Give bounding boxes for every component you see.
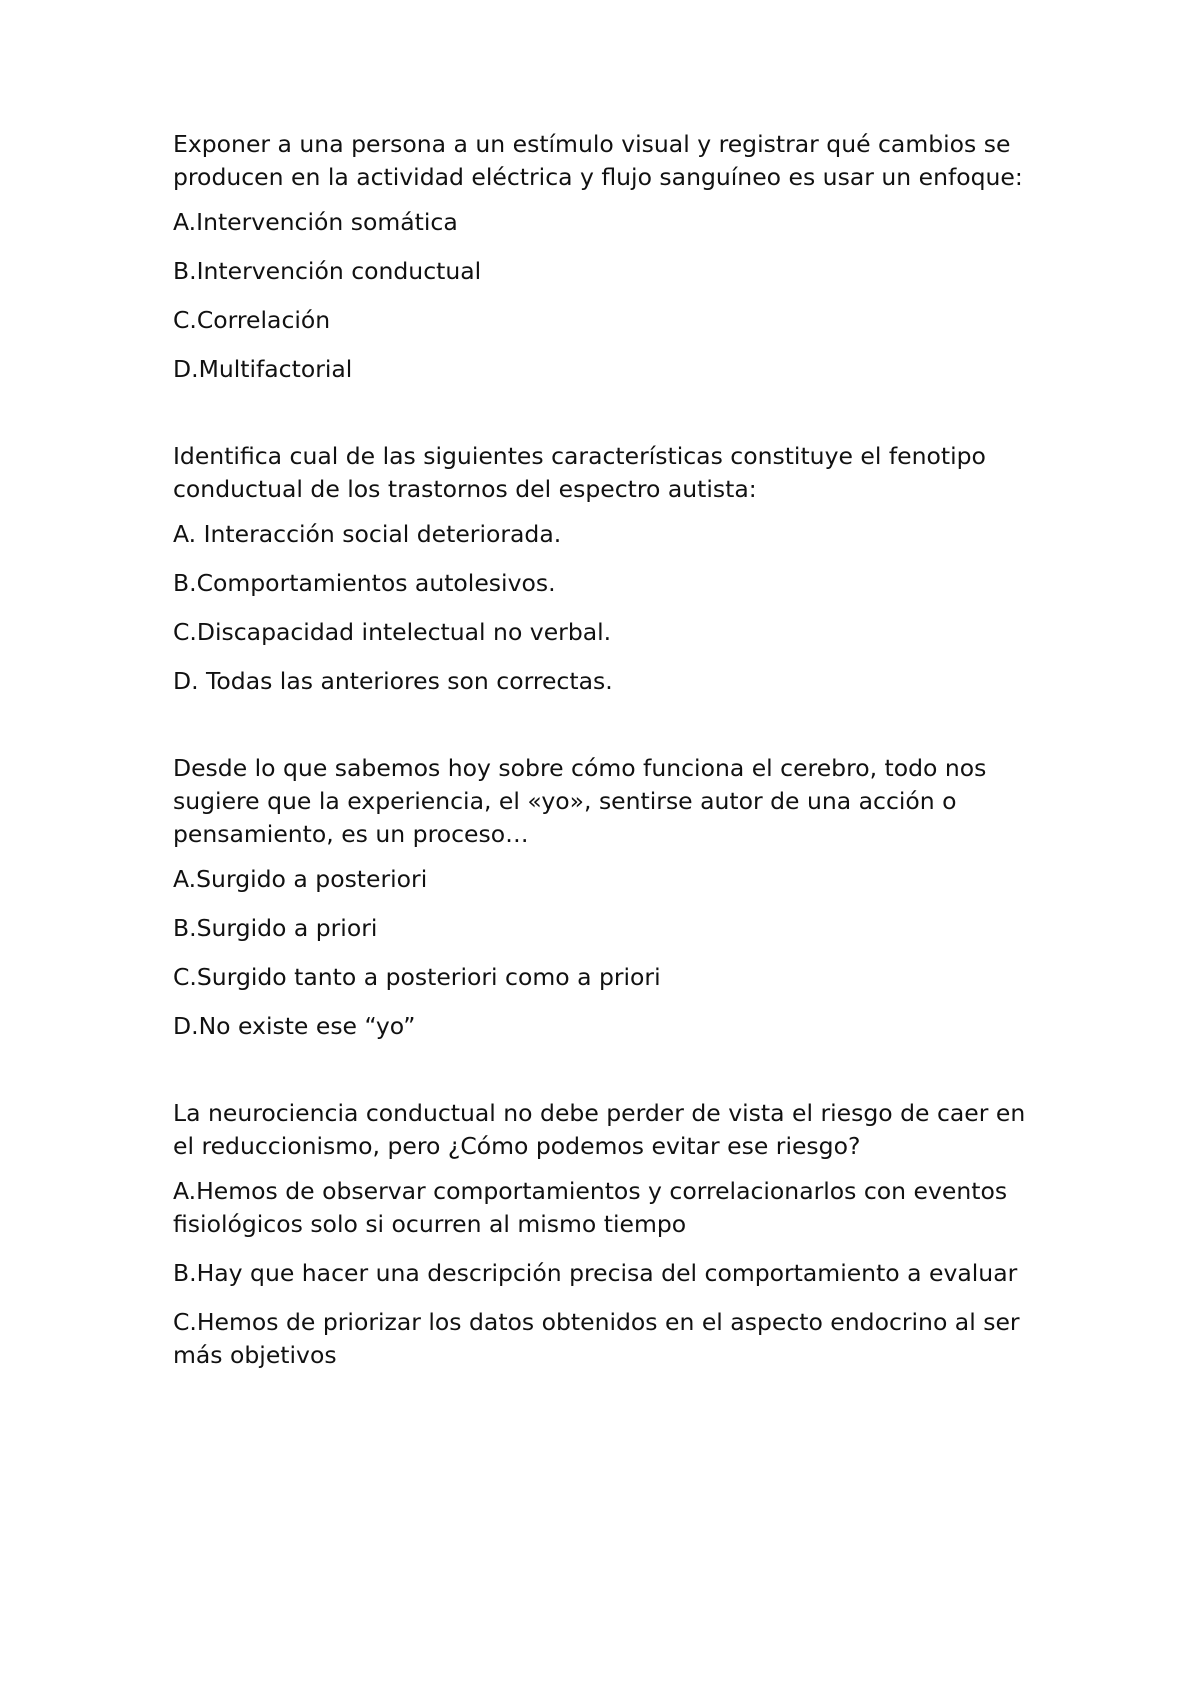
answer-option: C.Hemos de priorizar los datos obtenidos en el aspecto endocrino al ser más objetivos bbox=[173, 1308, 1020, 1369]
answer-option: A.Hemos de observar comportamientos y correlacionarlos con eventos fisiológicos solo si ocurren al mismo tiempo bbox=[173, 1177, 1008, 1238]
answer-option: B.Hay que hacer una descripción precisa del comportamiento a evaluar bbox=[173, 1259, 1018, 1287]
answer-option: C.Surgido tanto a posteriori como a priori bbox=[173, 963, 661, 991]
answer-option: B.Intervención conductual bbox=[173, 257, 482, 285]
question-text: Identifica cual de las siguientes características constituye el fenotipo conductual de los trastornos del espectro autista: bbox=[173, 442, 986, 503]
answer-option: B.Comportamientos autolesivos. bbox=[173, 569, 556, 597]
answer-option: D.Multifactorial bbox=[173, 355, 353, 383]
question-block-3 bbox=[173, 752, 1053, 1043]
answer-option: A. Interacción social deteriorada. bbox=[173, 520, 562, 548]
question-text: La neurociencia conductual no debe perder de vista el riesgo de caer en el reduccionismo, pero ¿Cómo podemos evitar ese riesgo? bbox=[173, 1099, 1026, 1160]
answer-option: D.No existe ese “yo” bbox=[173, 1012, 416, 1040]
question-text: Desde lo que sabemos hoy sobre cómo funciona el cerebro, todo nos sugiere que la experiencia, el «yo», sentirse autor de una acción o pensamiento, es un proceso… bbox=[173, 754, 987, 848]
answer-option: A.Intervención somática bbox=[173, 208, 458, 236]
answer-option: B.Surgido a priori bbox=[173, 914, 378, 942]
document-page bbox=[173, 128, 1053, 1426]
answer-option: C.Discapacidad intelectual no verbal. bbox=[173, 618, 612, 646]
question-block-2 bbox=[173, 440, 1053, 698]
question-block-1 bbox=[173, 128, 1053, 386]
answer-option: D. Todas las anteriores son correctas. bbox=[173, 667, 613, 695]
question-text: Exponer a una persona a un estímulo visual y registrar qué cambios se producen en la actividad eléctrica y flujo sanguíneo es usar un enfoque: bbox=[173, 130, 1023, 191]
answer-option: A.Surgido a posteriori bbox=[173, 865, 428, 893]
question-block-4 bbox=[173, 1097, 1053, 1372]
answer-option: C.Correlación bbox=[173, 306, 331, 334]
